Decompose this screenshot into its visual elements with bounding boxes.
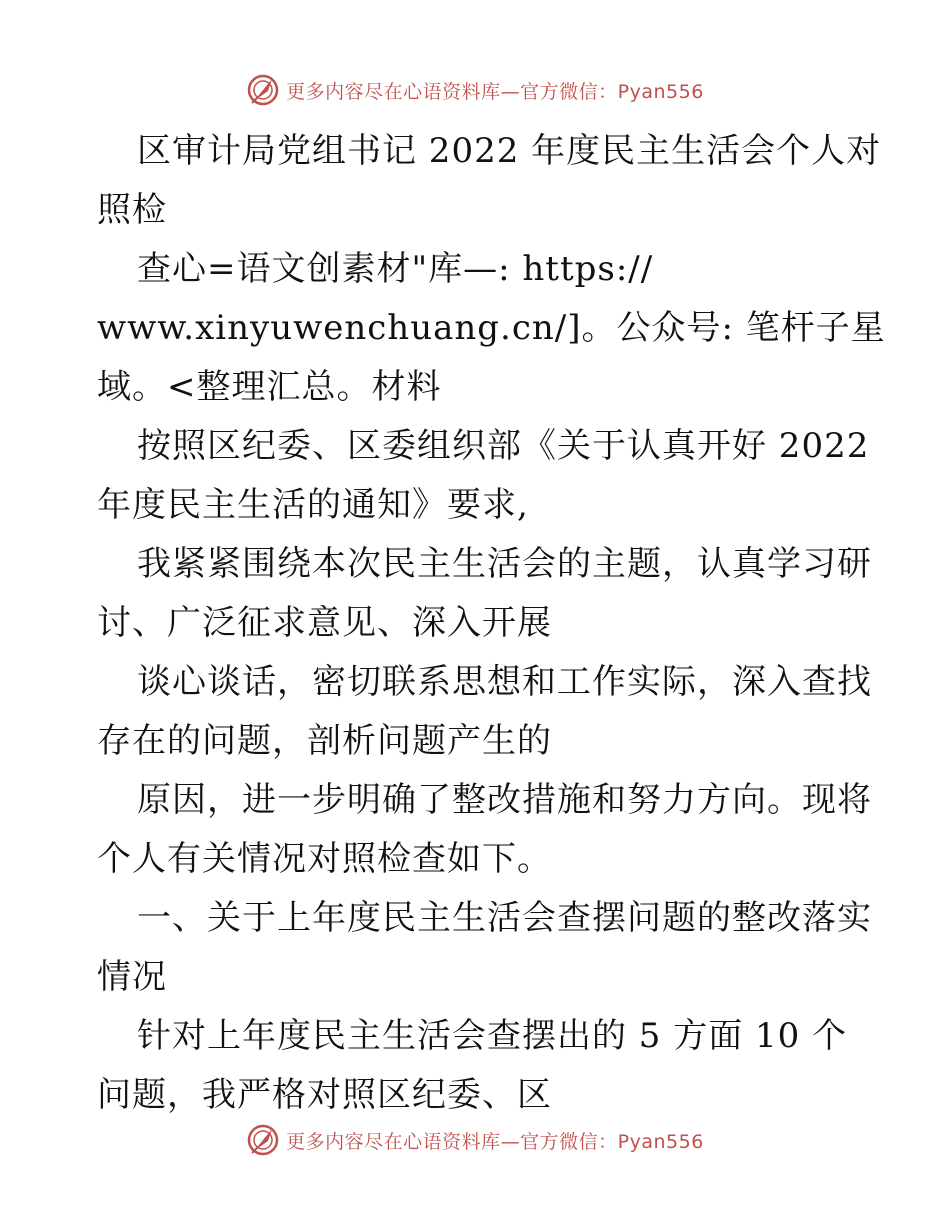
text-line: 情况 <box>97 957 167 997</box>
text-line: 针对上年度民主生活会查摆出的 5 方面 10 个 <box>137 1016 848 1056</box>
text-line: 照检 <box>97 190 167 230</box>
text-line: 按照区纪委、区委组织部《关于认真开好 2022 <box>137 426 870 466</box>
footer-banner <box>0 1120 950 1160</box>
text-line: 域。<整理汇总。材料 <box>97 367 442 407</box>
quill-logo-icon <box>246 1123 280 1157</box>
text-line: 我紧紧围绕本次民主生活会的主题，认真学习研 <box>137 544 872 584</box>
text-line: 问题，我严格对照区纪委、区 <box>97 1075 552 1115</box>
text-line: 讨、广泛征求意见、深入开展 <box>97 603 552 643</box>
text-line: www.xinyuwenchuang.cn/]。公众号: 笔杆子星 <box>97 308 886 348</box>
document-body <box>97 122 886 1125</box>
text-line: 原因，进一步明确了整改措施和努力方向。现将 <box>137 780 872 820</box>
text-line: 查心=语文创素材"库—: https:// <box>137 249 654 289</box>
text-line: 存在的问题，剖析问题产生的 <box>97 721 552 761</box>
text-line: 个人有关情况对照检查如下。 <box>97 839 552 879</box>
text-line: 区审计局党组书记 2022 年度民主生活会个人对 <box>137 131 882 171</box>
quill-logo-icon <box>246 73 280 107</box>
text-line: 年度民主生活的通知》要求, <box>97 485 529 525</box>
header-banner <box>0 70 950 110</box>
text-line: 谈心谈话，密切联系思想和工作实际，深入查找 <box>137 662 872 702</box>
footer-banner-text: 更多内容尽在心语资料库—官方微信：Pyan556 <box>286 1130 704 1153</box>
header-banner-text: 更多内容尽在心语资料库—官方微信：Pyan556 <box>286 80 704 103</box>
text-line: 一、关于上年度民主生活会查摆问题的整改落实 <box>137 898 872 938</box>
